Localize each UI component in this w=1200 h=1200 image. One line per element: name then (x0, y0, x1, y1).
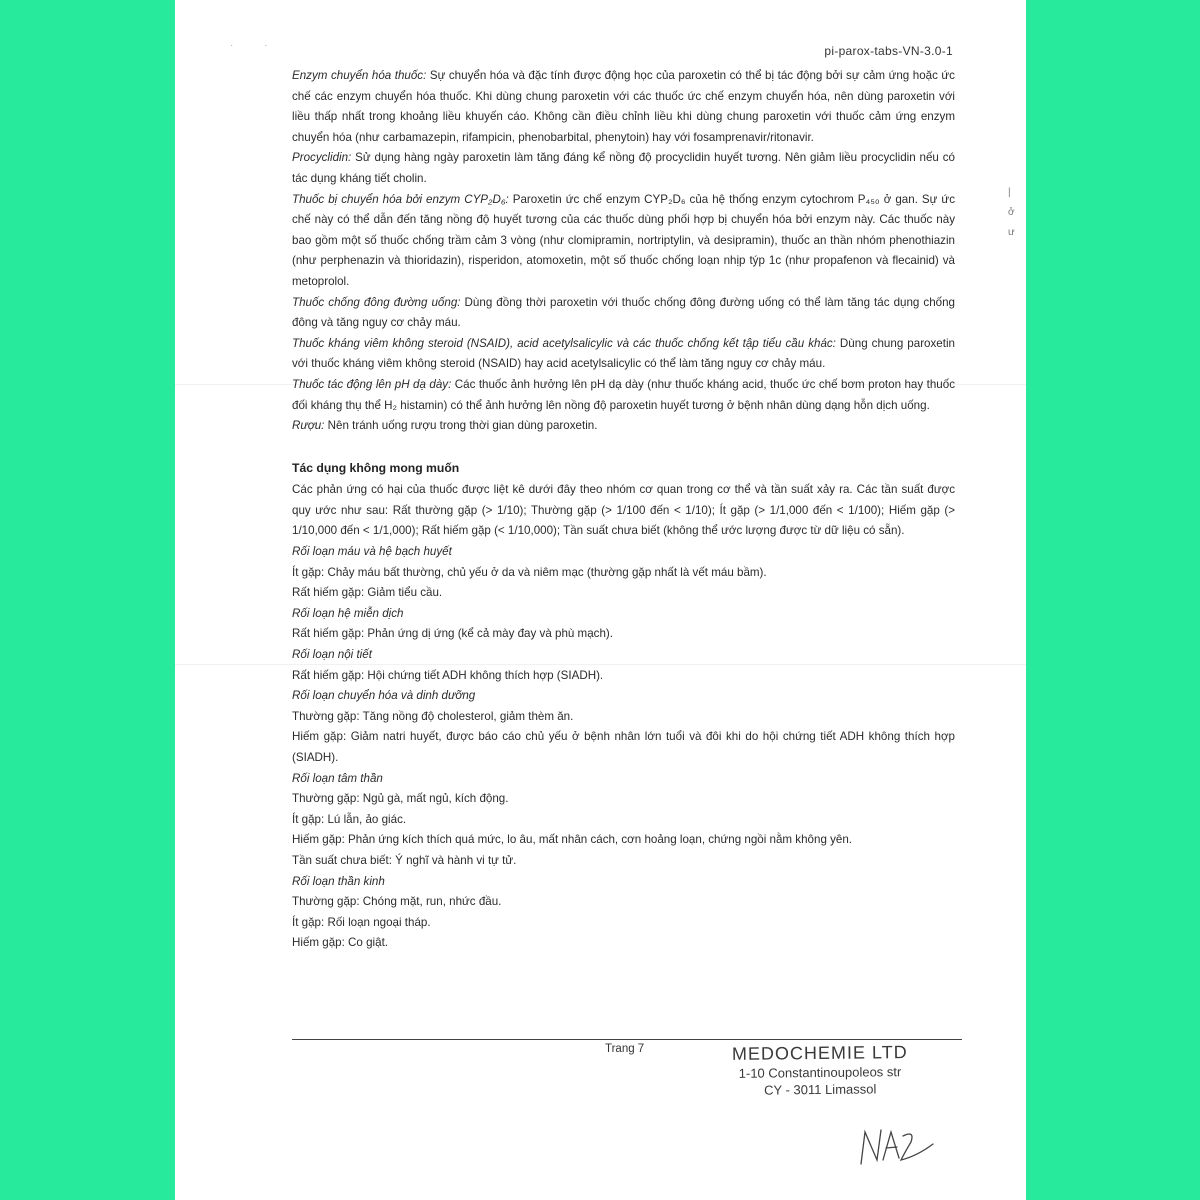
interaction-paragraph: Thuốc tác động lên pH dạ dày: Các thuốc ảnh hưởng lên pH dạ dày (như thuốc kháng acid, thuốc ức chế bơm proton hay thuốc đối kháng thụ thể H₂ histamin) có thể ảnh hưởng lên nồng độ paroxetin huyết tương ở bệnh nhân dùng dạng hỗn dịch uống. (292, 377, 955, 412)
adverse-line: Thường gặp: Chóng mặt, run, nhức đầu. (292, 895, 502, 909)
adverse-line: Hiếm gặp: Giảm natri huyết, được báo cáo chủ yếu ở bệnh nhân lớn tuổi và đôi khi do hội chứng tiết ADH không thích hợp (SIADH). (292, 730, 955, 764)
adverse-line: Ít gặp: Lú lẫn, ảo giác. (292, 812, 407, 826)
interaction-paragraph: Thuốc chống đông đường uống: Dùng đồng thời paroxetin với thuốc chống đông đường uống có thể làm tăng tác dụng chống đông và tăng nguy cơ chảy máu. (292, 295, 955, 330)
adverse-line: Ít gặp: Rối loạn ngoại tháp. (292, 915, 431, 929)
adverse-line: Thường gặp: Ngủ gà, mất ngủ, kích động. (292, 792, 509, 806)
adverse-line: Thường gặp: Tăng nồng độ cholesterol, giảm thèm ăn. (292, 709, 574, 723)
adverse-line: Rất hiếm gặp: Giảm tiểu cầu. (292, 586, 443, 600)
document-page (175, 0, 1026, 1200)
page-number: Trang 7 (605, 1043, 645, 1055)
adverse-group-title: Rối loạn chuyển hóa và dinh dưỡng (292, 689, 476, 703)
adverse-line: Hiếm gặp: Phản ứng kích thích quá mức, lo âu, mất nhân cách, cơn hoảng loạn, chứng ngồi nằm không yên. (292, 833, 853, 847)
document-id: pi-parox-tabs-VN-3.0-1 (824, 44, 953, 58)
adverse-group-title: Rối loạn máu và hệ bạch huyết (292, 545, 452, 559)
adverse-line: Hiếm gặp: Co giật. (292, 936, 389, 950)
adverse-line: Ít gặp: Chảy máu bất thường, chủ yếu ở da và niêm mạc (thường gặp nhất là vết máu bầm). (292, 565, 767, 579)
scan-mark: · · (230, 40, 282, 51)
stamp-address-line: 1-10 Constantinoupoleos str (738, 1064, 902, 1081)
section-heading: Tác dụng không mong muốn (292, 460, 460, 475)
interaction-paragraph: Enzym chuyển hóa thuốc: Sự chuyển hóa và đặc tính được động học của paroxetin có thể bị tác động bởi sự cảm ứng hoặc ức chế các enzym chuyển hóa thuốc. Khi dùng chung paroxetin với các thuốc ức chế enzym chuyển hóa, nên dùng paroxetin với liều thấp nhất trong khoảng liều khuyến cáo. Không cần điều chỉnh liều khi dùng chung paroxetin với thuốc cảm ứng enzym chuyển hóa (như carbamazepin, rifampicin, phenobarbital, phenytoin) hay với fosamprenavir/ritonavir. (292, 69, 955, 144)
adverse-group-title: Rối loạn hệ miễn dịch (292, 606, 404, 620)
adverse-group-title: Rối loạn thần kinh (292, 874, 385, 888)
adverse-group-title: Rối loạn tâm thần (292, 771, 383, 785)
interaction-paragraph: Thuốc bị chuyển hóa bởi enzym CYP₂D₆: Paroxetin ức chế enzym CYP₂D₆ của hệ thống enzym cytochrom P₄₅₀ ở gan. Sự ức chế này có thể dẫn đến tăng nồng độ huyết tương của các thuốc dùng phối hợp bị chuyển hóa bởi enzym này. Các thuốc này bao gồm một số thuốc chống trầm cảm 3 vòng (như clomipramin, nortriptylin, và desipramin), thuốc an thần nhóm phenothiazin (như perphenazin và thioridazin), risperidon, atomoxetin, một số thuốc chống loạn nhịp týp 1c (như propafenon và flecainid) và metoprolol. (292, 192, 955, 288)
stamp-company: MEDOCHEMIE LTD (731, 1042, 908, 1064)
adverse-group-title: Rối loạn nội tiết (292, 648, 372, 662)
interaction-paragraph: Procyclidin: Sử dụng hàng ngày paroxetin làm tăng đáng kể nồng độ procyclidin huyết tương. Nên giảm liều procyclidin nếu có tác dụng kháng tiết cholin. (292, 151, 955, 185)
interaction-paragraph: Thuốc kháng viêm không steroid (NSAID), acid acetylsalicylic và các thuốc chống kết tập tiểu cầu khác: Dùng chung paroxetin với thuốc kháng viêm không steroid (NSAID) hay acid acetylsalicylic có thể làm tăng nguy cơ chảy máu. (292, 336, 955, 371)
adverse-line: Rất hiếm gặp: Phản ứng dị ứng (kể cả mày đay và phù mạch). (292, 627, 613, 641)
company-stamp (720, 1041, 921, 1099)
margin-marks: | ở ư (1008, 187, 1015, 238)
adverse-intro: Các phản ứng có hại của thuốc được liệt kê dưới đây theo nhóm cơ quan trong cơ thể và tần suất xảy ra. Các tần suất được quy ước như sau: Rất thường gặp (> 1/10); Thường gặp (> 1/100 đến < 1/10); Ít gặp (> 1/1,000 đến < 1/100); Hiếm gặp (> 1/10,000 đến < 1/1,000); Rất hiếm gặp (< 1/10,000); Tần suất chưa biết (không thể ước lượng được từ dữ liệu có sẵn). (292, 483, 955, 538)
stamp-address-line: CY - 3011 Limassol (764, 1081, 877, 1098)
interaction-paragraph: Rượu: Nên tránh uống rượu trong thời gian dùng paroxetin. (292, 419, 598, 433)
adverse-line: Rất hiếm gặp: Hội chứng tiết ADH không thích hợp (SIADH). (292, 668, 604, 682)
footer-rule (292, 1039, 962, 1040)
handwritten-signature (855, 1120, 945, 1170)
adverse-line: Tần suất chưa biết: Ý nghĩ và hành vi tự tử. (292, 853, 517, 867)
document-body (292, 66, 955, 954)
